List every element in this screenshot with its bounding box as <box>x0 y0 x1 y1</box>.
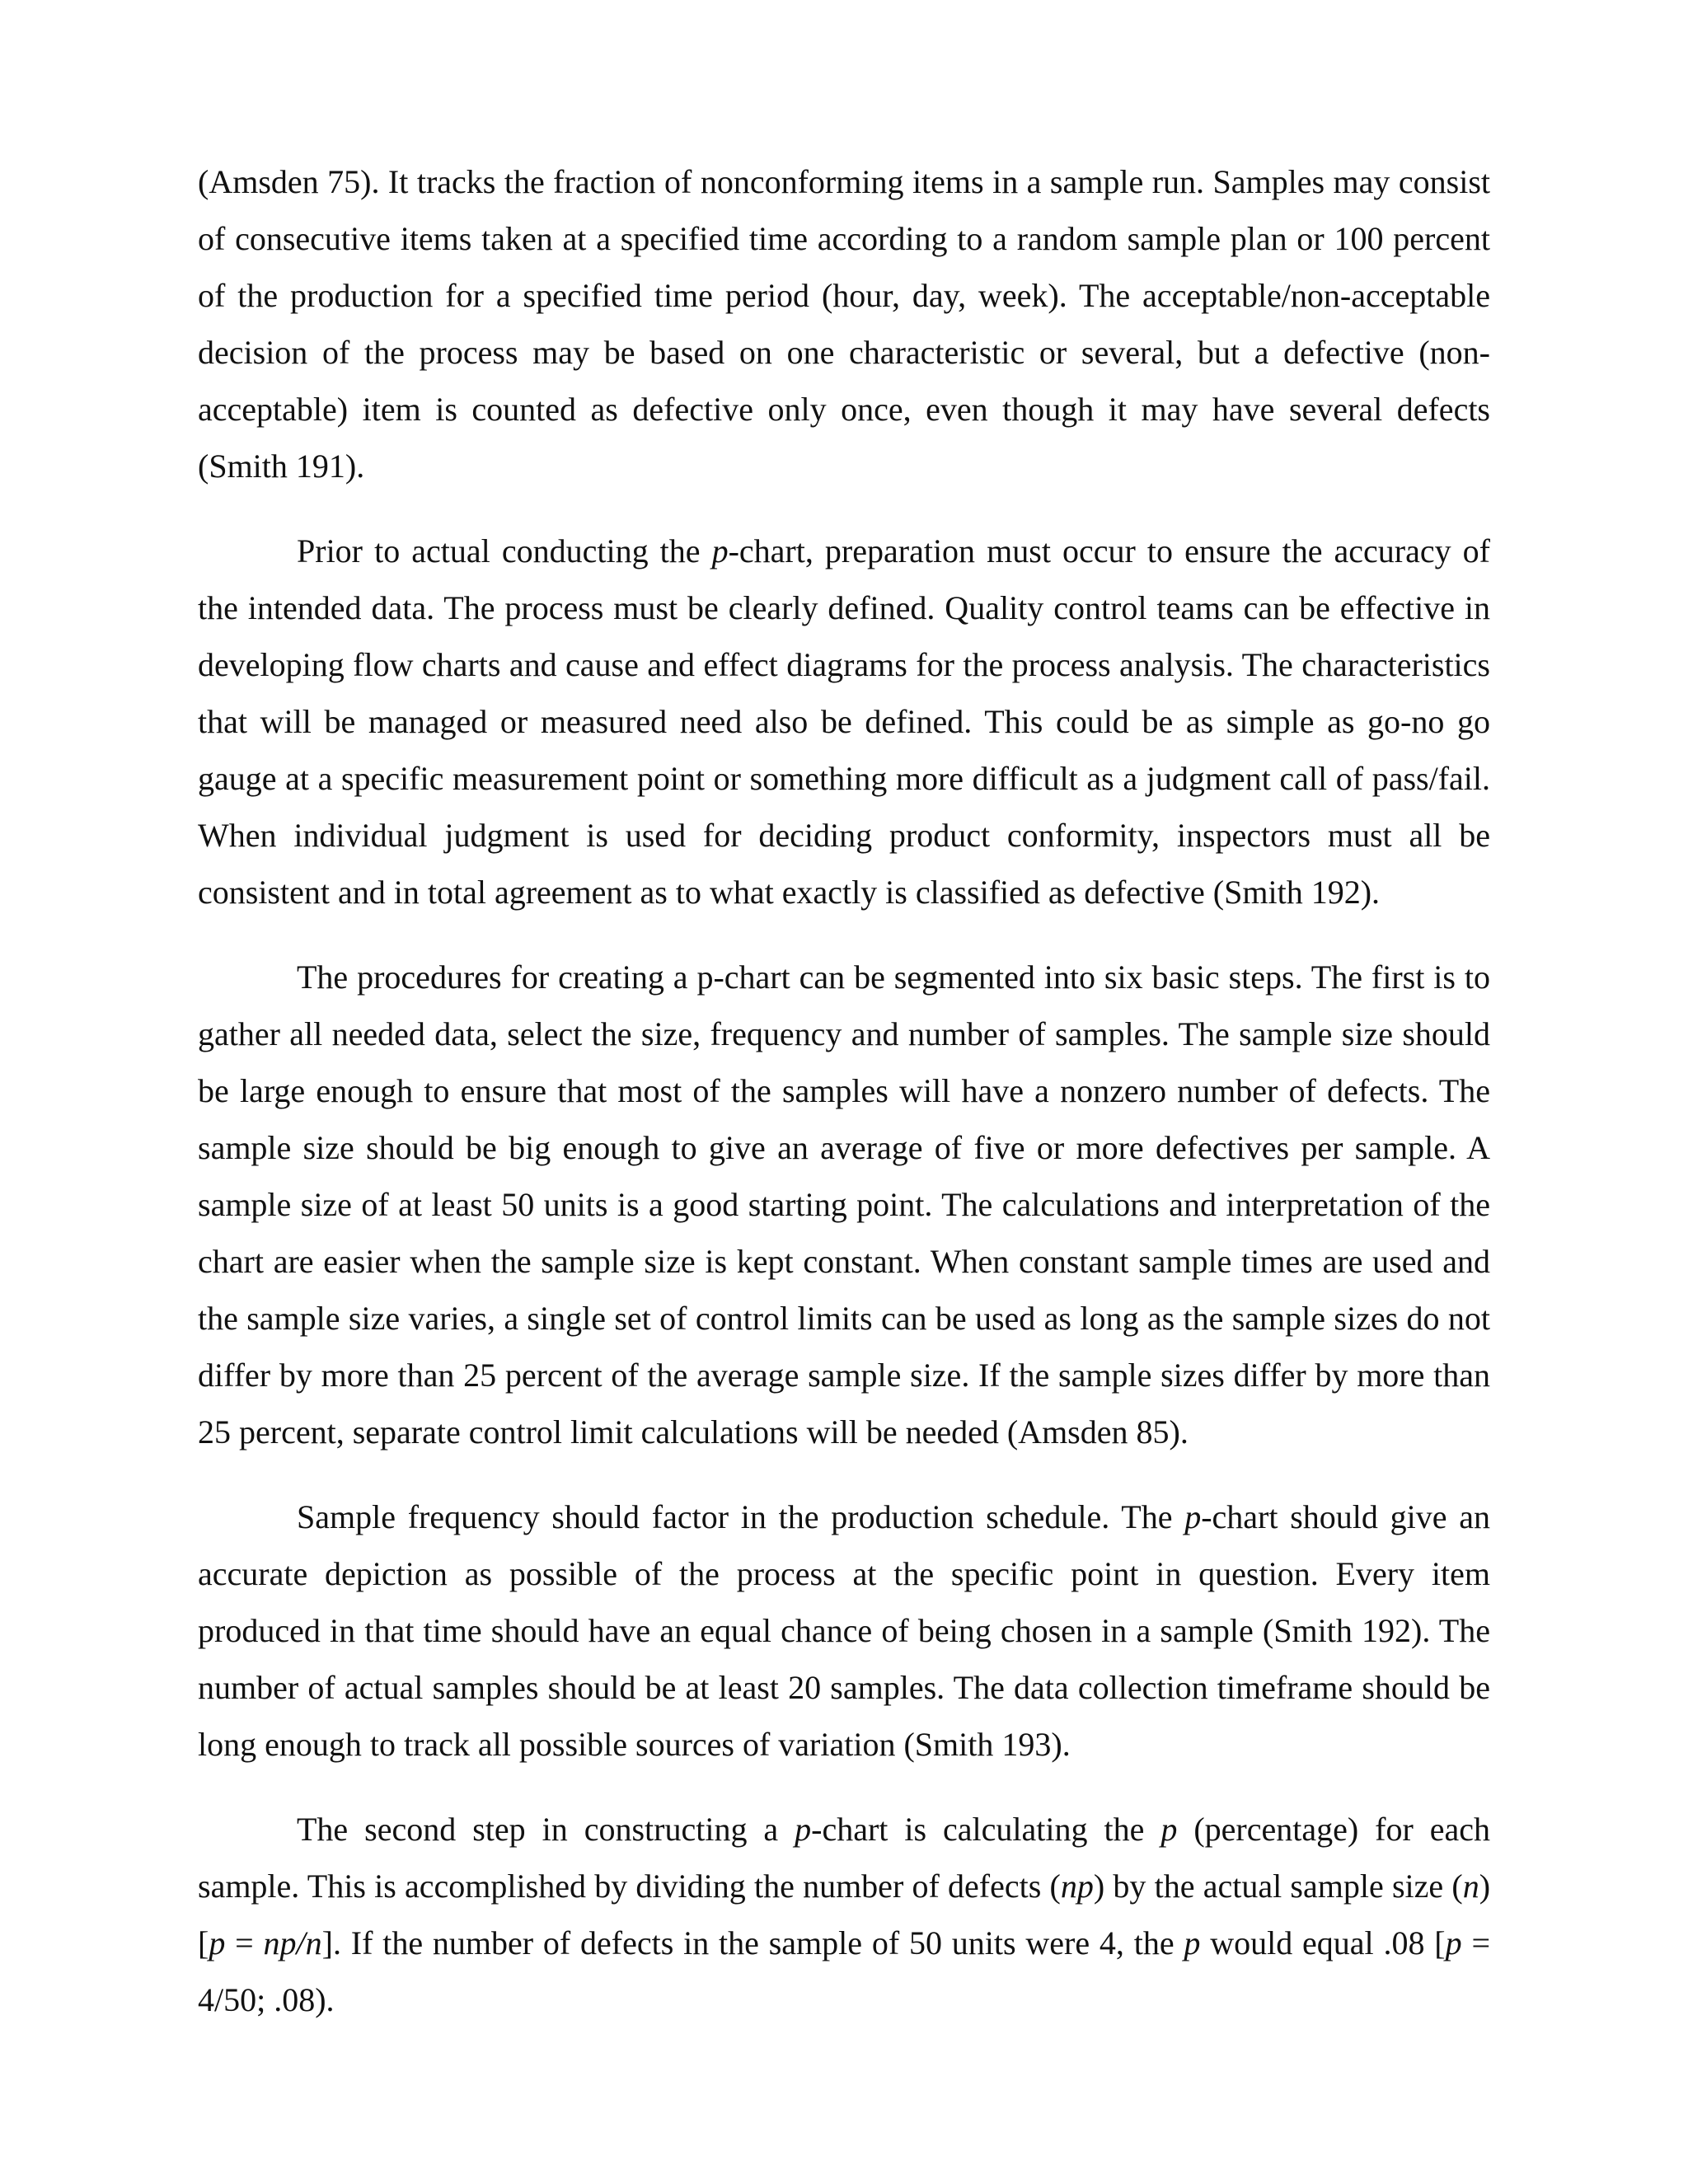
text-run: -chart, preparation must occur to ensure the accuracy of the intended data. The process must be clearly defined. Quality control teams can be effective in developing flow charts and cause and effect diagrams for the process analysis. The characteristics that will be managed or measured need also be defined. This could be as simple as go-no go gauge at a specific measurement point or something more difficult as a judgment call of pass/fail. When individual judgment is used for deciding product conformity, inspectors must all be consistent and in total agreement as to what exactly is classified as defective (Smith 192). <box>198 532 1491 911</box>
italic-variable: p <box>711 532 729 569</box>
text-run: Prior to actual conducting the <box>297 532 712 569</box>
text-run: Sample frequency should factor in the production schedule. The <box>297 1498 1185 1535</box>
italic-variable: np <box>1060 1868 1094 1905</box>
text-run: (Amsden 75). It tracks the fraction of nonconforming items in a sample run. Samples may consist of consecutive items taken at a specified time according to a random sample plan or 100 percent of the production for a specified time period (hour, day, week). The acceptable/non-acceptable decision of the process may be based on one characteristic or several, but a defective (non-acceptable) item is counted as defective only once, even though it may have several defects (Smith 191). <box>198 163 1490 485</box>
text-run: -chart is calculating the <box>811 1811 1161 1848</box>
text-run: would equal .08 [ <box>1200 1924 1446 1961</box>
paragraph-1 <box>198 153 1490 494</box>
paragraph-4 <box>198 1488 1490 1773</box>
text-run: = <box>225 1924 264 1961</box>
paragraph-2 <box>198 523 1490 921</box>
italic-variable: n <box>1462 1868 1479 1905</box>
text-run: ) [ <box>198 1868 1491 1961</box>
text-run: = 4/50; .08). <box>198 1924 1490 2018</box>
italic-variable: p <box>795 1811 812 1848</box>
italic-variable: np/n <box>263 1924 322 1961</box>
paragraph-3 <box>198 949 1490 1460</box>
text-run: ]. If the number of defects in the sample of 50 units were 4, the <box>321 1924 1184 1961</box>
text-run: (percentage) for each sample. This is accomplished by dividing the number of defects ( <box>198 1811 1491 1905</box>
italic-variable: p <box>1184 1924 1201 1961</box>
text-run: The procedures for creating a p-chart can be segmented into six basic steps. The first is to gather all needed data, select the size, frequency and number of samples. The sample size should be large enough to ensure that most of the samples will have a nonzero number of defects. The sample size should be big enough to give an average of five or more defectives per sample. A sample size of at least 50 units is a good starting point. The calculations and interpretation of the chart are easier when the sample size is kept constant. When constant sample times are used and the sample size varies, a single set of control limits can be used as long as the sample sizes do not differ by more than 25 percent of the average sample size. If the sample sizes differ by more than 25 percent, separate control limit calculations will be needed (Amsden 85). <box>198 958 1490 1451</box>
italic-variable: p <box>1184 1498 1202 1535</box>
text-run: -chart should give an accurate depiction as possible of the process at the specific point in question. Every item produced in that time should have an equal chance of being chosen in a sample (Smith 192). The number of actual samples should be at least 20 samples. The data collection timeframe should be long enough to track all possible sources of variation (Smith 193). <box>198 1498 1490 1763</box>
body-text <box>198 153 1490 2028</box>
text-run: The second step in constructing a <box>297 1811 795 1848</box>
italic-variable: p <box>1445 1924 1462 1961</box>
paragraph-5 <box>198 1801 1490 2028</box>
text-run: ) by the actual sample size ( <box>1093 1868 1463 1905</box>
italic-variable: p <box>1160 1811 1178 1848</box>
italic-variable: p <box>209 1924 226 1961</box>
